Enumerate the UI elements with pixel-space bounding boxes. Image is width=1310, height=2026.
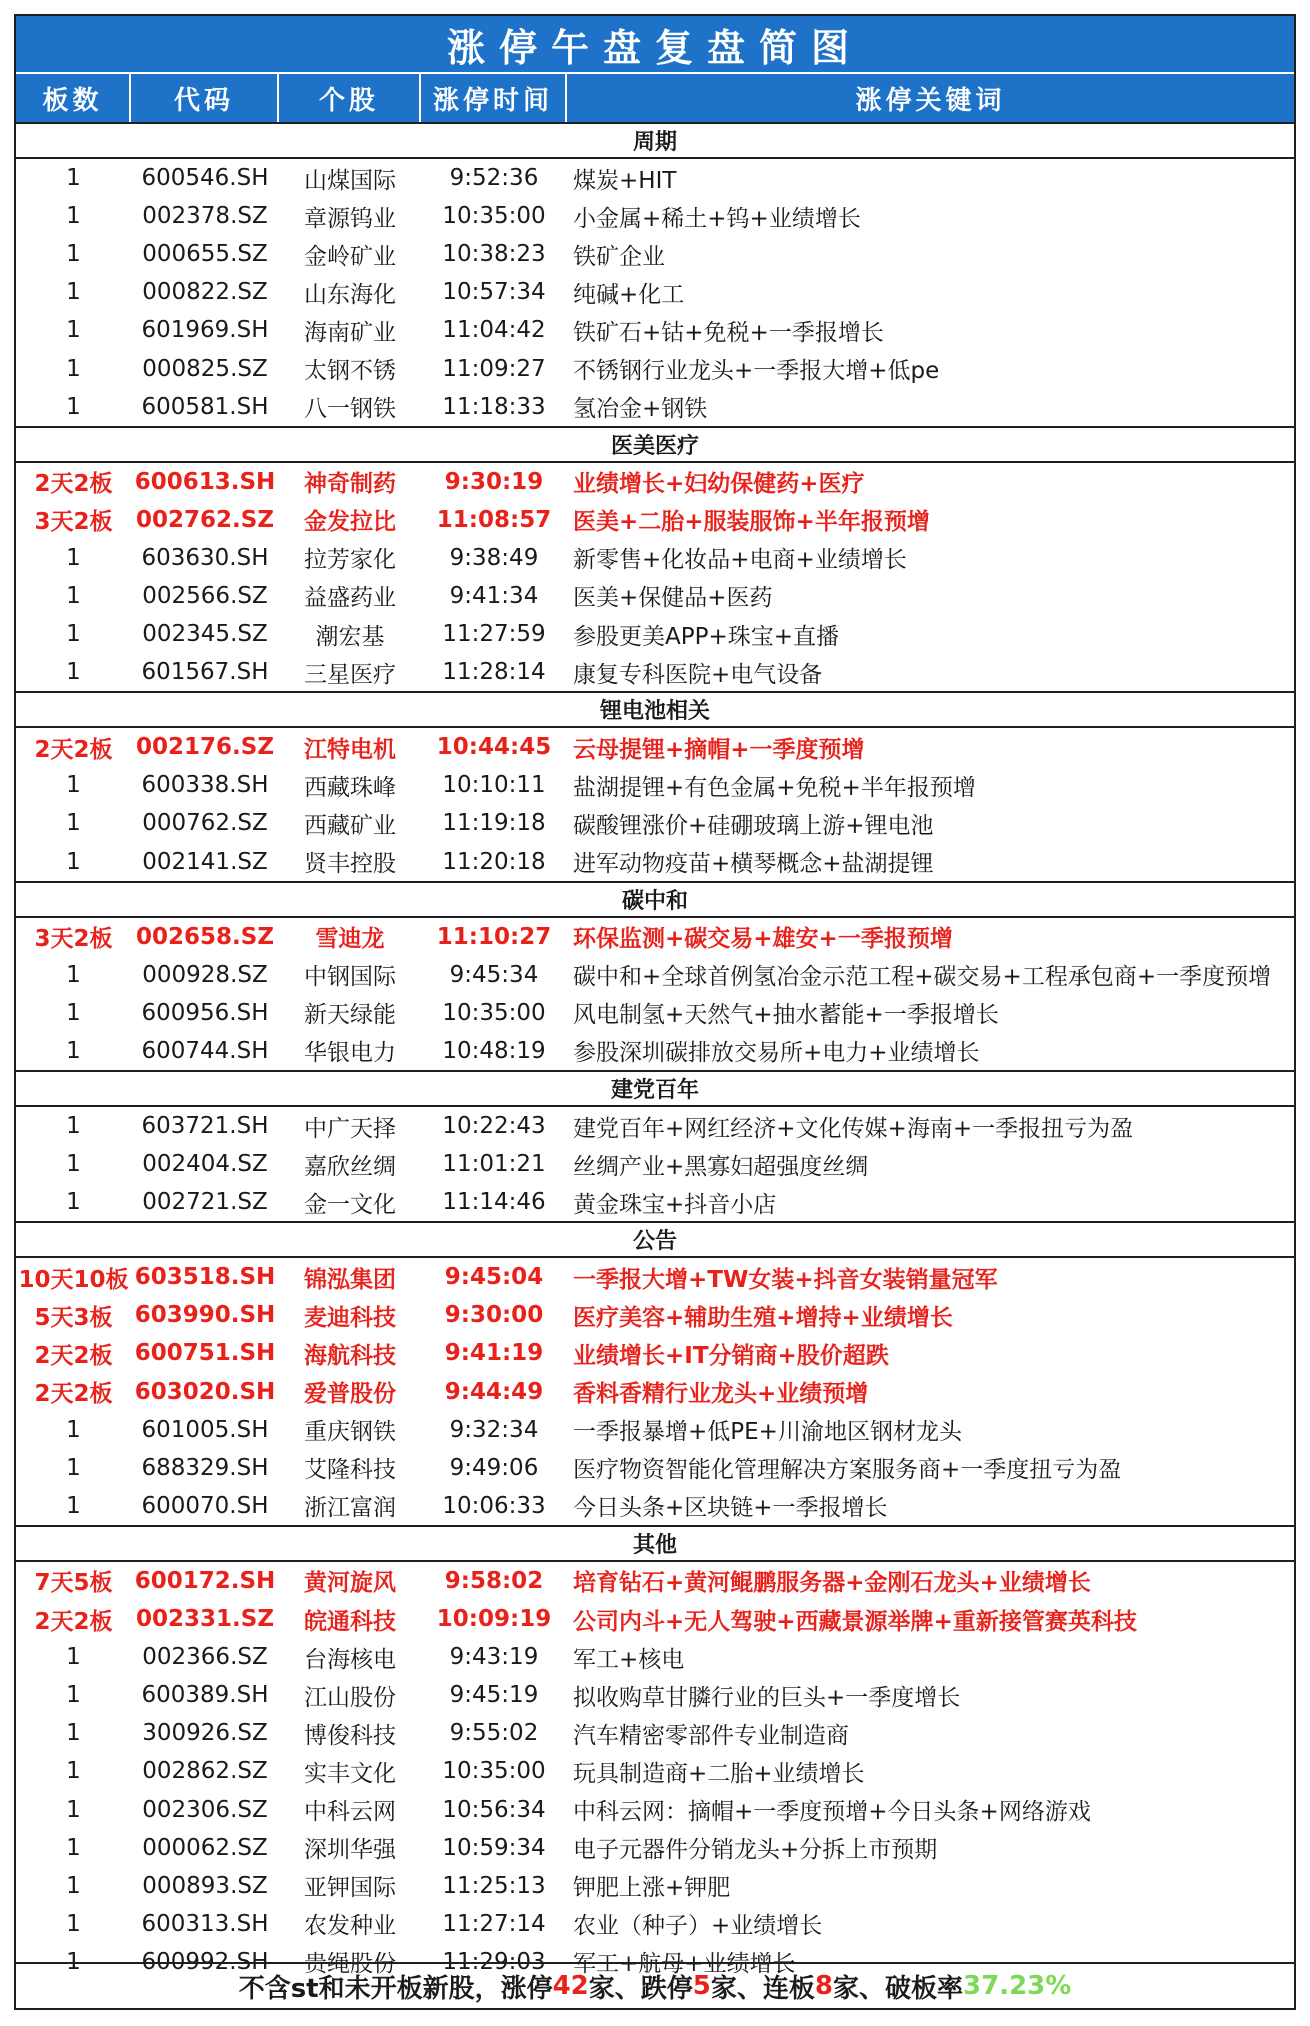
table-row — [16, 539, 1294, 577]
boards-cell: 1 — [66, 241, 81, 268]
keywords-cell: 纯碱+化工 — [573, 281, 685, 308]
code-cell: 603518.SH — [134, 1264, 276, 1291]
stock-name-cell: 中广天择 — [304, 1115, 396, 1142]
keywords-cell: 香料香精行业龙头+业绩预增 — [573, 1381, 869, 1408]
code-cell: 300926.SZ — [142, 1720, 268, 1747]
table-row — [16, 1562, 1294, 1600]
stock-name-cell: 贤丰控股 — [304, 851, 396, 878]
boards-cell: 1 — [66, 1113, 81, 1140]
stock-name-cell: 金岭矿业 — [304, 243, 396, 270]
stock-name-cell: 太钢不锈 — [304, 358, 396, 385]
code-cell: 600313.SH — [141, 1910, 269, 1937]
stock-name-cell: 中钢国际 — [304, 964, 396, 991]
keywords-cell: 农业（种子）+业绩增长 — [573, 1913, 823, 1940]
boards-cell: 1 — [66, 355, 81, 382]
code-cell: 603630.SH — [141, 544, 269, 571]
limit-up-time-cell: 9:41:34 — [449, 582, 539, 609]
keywords-cell: 碳酸锂涨价+硅硼玻璃上游+锂电池 — [573, 812, 934, 839]
boards-cell: 3天2板 — [34, 926, 113, 953]
section-header: 周期 — [16, 122, 1294, 159]
table-header — [16, 72, 1294, 122]
keywords-cell: 进军动物疫苗+横琴概念+盐湖提锂 — [573, 851, 934, 878]
limit-up-time-cell: 9:49:06 — [449, 1454, 539, 1481]
limit-up-time-cell: 10:44:45 — [436, 734, 552, 761]
table-row — [16, 1334, 1294, 1372]
keywords-cell: 丝绸产业+黑寡妇超强度丝绸 — [573, 1153, 869, 1180]
limit-up-time-cell: 9:41:19 — [444, 1340, 544, 1367]
keywords-cell: 中科云网：摘帽+一季度预增+今日头条+网络游戏 — [573, 1799, 1091, 1826]
boards-cell: 10天10板 — [18, 1266, 129, 1293]
header-stock: 个股 — [279, 74, 421, 122]
stock-name-cell: 八一钢铁 — [304, 396, 396, 423]
table-row — [16, 388, 1294, 426]
boards-cell: 1 — [66, 165, 81, 192]
table-row — [16, 843, 1294, 881]
stock-name-cell: 金发拉比 — [304, 509, 396, 536]
boards-cell: 1 — [66, 1910, 81, 1937]
boards-cell: 3天2板 — [34, 509, 113, 536]
stock-name-cell: 江特电机 — [304, 736, 396, 763]
boards-cell: 1 — [66, 1796, 81, 1823]
boards-cell: 2天2板 — [34, 1342, 113, 1369]
limit-up-time-cell: 11:27:14 — [442, 1910, 546, 1937]
table-row — [16, 1411, 1294, 1449]
table-row — [16, 918, 1294, 956]
limit-up-time-cell: 10:09:19 — [436, 1606, 552, 1633]
stock-name-cell: 实丰文化 — [304, 1760, 396, 1787]
table-row — [16, 728, 1294, 766]
stock-name-cell: 雪迪龙 — [315, 926, 385, 953]
code-cell: 603990.SH — [134, 1302, 276, 1329]
summary-text-3: 家、连板 — [710, 1973, 815, 2004]
limit-up-time-cell: 9:55:02 — [449, 1720, 539, 1747]
stock-name-cell: 西藏珠峰 — [304, 774, 396, 801]
keywords-cell: 电子元器件分销龙头+分拆上市预期 — [573, 1837, 938, 1864]
limit-up-time-cell: 9:58:02 — [444, 1567, 544, 1594]
limit-up-time-cell: 10:06:33 — [442, 1492, 546, 1519]
stock-name-cell: 台海核电 — [304, 1646, 396, 1673]
keywords-cell: 医疗美容+辅助生殖+增持+业绩增长 — [573, 1304, 953, 1331]
keywords-cell: 今日头条+区块链+一季报增长 — [573, 1495, 888, 1522]
boards-cell: 1 — [66, 1872, 81, 1899]
limit-up-time-cell: 10:22:43 — [442, 1113, 546, 1140]
table-row — [16, 1829, 1294, 1867]
boards-cell: 1 — [66, 1758, 81, 1785]
limit-up-time-cell: 9:38:49 — [449, 544, 539, 571]
keywords-cell: 不锈钢行业龙头+一季报大增+低pe — [573, 358, 940, 385]
keywords-cell: 建党百年+网红经济+文化传媒+海南+一季报扭亏为盈 — [573, 1115, 1134, 1142]
code-cell: 600956.SH — [141, 999, 269, 1026]
table-row — [16, 804, 1294, 842]
boards-cell: 1 — [66, 317, 81, 344]
keywords-cell: 玩具制造商+二胎+业绩增长 — [573, 1760, 865, 1787]
limit-up-time-cell: 11:08:57 — [436, 506, 552, 533]
summary-text-4: 家、破板率 — [833, 1973, 964, 2004]
table-row — [16, 1449, 1294, 1487]
limit-up-count: 42 — [552, 1971, 589, 2001]
boards-cell: 1 — [66, 810, 81, 837]
limit-up-time-cell: 11:19:18 — [442, 810, 546, 837]
code-cell: 002176.SZ — [136, 734, 274, 761]
boards-cell: 1 — [66, 961, 81, 988]
boards-cell: 1 — [66, 1151, 81, 1178]
limit-up-time-cell: 10:38:23 — [442, 241, 546, 268]
table-row — [16, 197, 1294, 235]
stock-name-cell: 嘉欣丝绸 — [304, 1153, 396, 1180]
stock-name-cell: 新天绿能 — [304, 1002, 396, 1029]
stock-name-cell: 爱普股份 — [304, 1381, 396, 1408]
stock-name-cell: 金一文化 — [304, 1191, 396, 1218]
boards-cell: 1 — [66, 999, 81, 1026]
boards-cell: 1 — [66, 393, 81, 420]
keywords-cell: 氢冶金+钢铁 — [573, 396, 708, 423]
table-row — [16, 956, 1294, 994]
keywords-cell: 公司内斗+无人驾驶+西藏景源举牌+重新接管赛英科技 — [573, 1608, 1137, 1635]
stock-name-cell: 海南矿业 — [304, 319, 396, 346]
limit-up-time-cell: 11:29:03 — [442, 1948, 546, 1975]
stock-name-cell: 浙江富润 — [304, 1495, 396, 1522]
header-code: 代码 — [131, 74, 279, 122]
boards-cell: 2天2板 — [34, 1381, 113, 1408]
break-rate: 37.23% — [963, 1971, 1072, 2001]
stock-name-cell: 章源钨业 — [304, 205, 396, 232]
code-cell: 002762.SZ — [136, 506, 274, 533]
section-header: 医美医疗 — [16, 426, 1294, 463]
limit-up-time-cell: 11:25:13 — [442, 1872, 546, 1899]
code-cell: 603020.SH — [134, 1378, 276, 1405]
keywords-cell: 军工+航母+业绩增长 — [573, 1951, 796, 1978]
table-row — [16, 994, 1294, 1032]
table-row — [16, 1638, 1294, 1676]
keywords-cell: 铁矿石+钴+免税+一季报增长 — [573, 319, 884, 346]
keywords-cell: 培育钻石+黄河鲲鹏服务器+金刚石龙头+业绩增长 — [573, 1570, 1091, 1597]
stock-name-cell: 博俊科技 — [304, 1722, 396, 1749]
limit-up-time-cell: 9:45:34 — [449, 961, 539, 988]
keywords-cell: 钾肥上涨+钾肥 — [573, 1875, 731, 1902]
limit-up-time-cell: 9:44:49 — [444, 1378, 544, 1405]
keywords-cell: 拟收购草甘膦行业的巨头+一季度增长 — [573, 1684, 961, 1711]
boards-cell: 1 — [66, 848, 81, 875]
table-row — [16, 653, 1294, 691]
boards-cell: 1 — [66, 1037, 81, 1064]
limit-up-time-cell: 9:43:19 — [449, 1644, 539, 1671]
table-row — [16, 311, 1294, 349]
code-cell: 000062.SZ — [142, 1834, 268, 1861]
table-row — [16, 577, 1294, 615]
keywords-cell: 云母提锂+摘帽+一季度预增 — [573, 736, 865, 763]
table-body — [16, 122, 1294, 1981]
code-cell: 002345.SZ — [142, 621, 268, 648]
code-cell: 002721.SZ — [142, 1189, 268, 1216]
boards-cell: 1 — [66, 279, 81, 306]
limit-up-time-cell: 10:35:00 — [442, 1758, 546, 1785]
code-cell: 000762.SZ — [142, 810, 268, 837]
limit-up-time-cell: 9:45:19 — [449, 1682, 539, 1709]
table-row — [16, 1752, 1294, 1790]
summary-text-2: 家、跌停 — [588, 1973, 693, 2004]
boards-cell: 1 — [66, 621, 81, 648]
keywords-cell: 医美+保健品+医药 — [573, 585, 773, 612]
table-row — [16, 1600, 1294, 1638]
code-cell: 600172.SH — [134, 1567, 276, 1594]
keywords-cell: 一季报暴增+低PE+川渝地区钢材龙头 — [573, 1419, 962, 1446]
limit-up-time-cell: 9:30:00 — [444, 1302, 544, 1329]
stock-name-cell: 锦泓集团 — [304, 1266, 396, 1293]
limit-up-time-cell: 11:09:27 — [442, 355, 546, 382]
header-time: 涨停时间 — [421, 74, 567, 122]
code-cell: 600992.SH — [141, 1948, 269, 1975]
table-row — [16, 1032, 1294, 1070]
code-cell: 002366.SZ — [142, 1644, 268, 1671]
table-row — [16, 1258, 1294, 1296]
limit-up-time-cell: 10:59:34 — [442, 1834, 546, 1861]
code-cell: 002306.SZ — [142, 1796, 268, 1823]
boards-cell: 7天5板 — [34, 1570, 113, 1597]
keywords-cell: 汽车精密零部件专业制造商 — [573, 1722, 849, 1749]
keywords-cell: 参股更美APP+珠宝+直播 — [573, 623, 840, 650]
table-row — [16, 349, 1294, 387]
keywords-cell: 业绩增长+IT分销商+股价超跌 — [573, 1342, 889, 1369]
code-cell: 002378.SZ — [142, 203, 268, 230]
limit-up-time-cell: 9:32:34 — [449, 1416, 539, 1443]
boards-cell: 1 — [66, 1682, 81, 1709]
code-cell: 000825.SZ — [142, 355, 268, 382]
code-cell: 600581.SH — [141, 393, 269, 420]
boards-cell: 1 — [66, 1492, 81, 1519]
table-row — [16, 501, 1294, 539]
header-keywords: 涨停关键词 — [855, 85, 1006, 116]
code-cell: 601969.SH — [141, 317, 269, 344]
boards-cell: 2天2板 — [34, 1608, 113, 1635]
keywords-cell: 风电制氢+天然气+抽水蓄能+一季报增长 — [573, 1002, 999, 1029]
code-cell: 000655.SZ — [142, 241, 268, 268]
table-row — [16, 766, 1294, 804]
code-cell: 002141.SZ — [142, 848, 268, 875]
limit-up-time-cell: 10:10:11 — [442, 772, 546, 799]
code-cell: 002658.SZ — [136, 923, 274, 950]
table-row — [16, 615, 1294, 653]
boards-cell: 1 — [66, 659, 81, 686]
stock-name-cell: 江山股份 — [304, 1684, 396, 1711]
limit-up-time-cell: 11:01:21 — [442, 1151, 546, 1178]
boards-cell: 1 — [66, 582, 81, 609]
table-row — [16, 1296, 1294, 1334]
summary-footer — [16, 1962, 1294, 2008]
table-row — [16, 273, 1294, 311]
table-row — [16, 235, 1294, 273]
limit-up-time-cell: 11:28:14 — [442, 659, 546, 686]
keywords-cell: 小金属+稀土+钨+业绩增长 — [573, 205, 861, 232]
code-cell: 601005.SH — [141, 1416, 269, 1443]
code-cell: 000928.SZ — [142, 961, 268, 988]
limit-down-count: 5 — [692, 1971, 711, 2001]
code-cell: 002566.SZ — [142, 582, 268, 609]
keywords-cell: 新零售+化妆品+电商+业绩增长 — [573, 547, 907, 574]
stock-name-cell: 三星医疗 — [304, 661, 396, 688]
section-header: 碳中和 — [16, 881, 1294, 918]
code-cell: 600751.SH — [134, 1340, 276, 1367]
boards-cell: 1 — [66, 1644, 81, 1671]
keywords-cell: 参股深圳碳排放交易所+电力+业绩增长 — [573, 1040, 980, 1067]
table-row — [16, 1487, 1294, 1525]
stock-name-cell: 中科云网 — [304, 1799, 396, 1826]
keywords-cell: 黄金珠宝+抖音小店 — [573, 1191, 777, 1218]
stock-name-cell: 神奇制药 — [304, 471, 396, 498]
stock-name-cell: 黄河旋风 — [304, 1570, 396, 1597]
boards-cell: 2天2板 — [34, 736, 113, 763]
stock-name-cell: 拉芳家化 — [304, 547, 396, 574]
stock-name-cell: 艾隆科技 — [304, 1457, 396, 1484]
boards-cell: 1 — [66, 1720, 81, 1747]
stock-name-cell: 潮宏基 — [315, 623, 385, 650]
keywords-cell: 一季报大增+TW女装+抖音女装销量冠军 — [573, 1266, 998, 1293]
table-row — [16, 1145, 1294, 1183]
stock-name-cell: 深圳华强 — [304, 1837, 396, 1864]
boards-cell: 5天3板 — [34, 1304, 113, 1331]
stock-name-cell: 亚钾国际 — [304, 1875, 396, 1902]
table-row — [16, 1676, 1294, 1714]
stock-name-cell: 海航科技 — [304, 1342, 396, 1369]
limit-up-time-cell: 10:56:34 — [442, 1796, 546, 1823]
boards-cell: 1 — [66, 1189, 81, 1216]
boards-cell: 1 — [66, 544, 81, 571]
boards-cell: 1 — [66, 1948, 81, 1975]
limit-up-time-cell: 11:10:27 — [436, 923, 552, 950]
keywords-cell: 铁矿企业 — [573, 243, 665, 270]
stock-name-cell: 华银电力 — [304, 1040, 396, 1067]
limit-up-time-cell: 10:57:34 — [442, 279, 546, 306]
limit-up-time-cell: 11:14:46 — [442, 1189, 546, 1216]
limit-up-time-cell: 10:48:19 — [442, 1037, 546, 1064]
header-boards: 板数 — [16, 74, 131, 122]
limit-up-time-cell: 11:18:33 — [442, 393, 546, 420]
code-cell: 600613.SH — [134, 468, 276, 495]
code-cell: 002331.SZ — [136, 1606, 274, 1633]
limit-up-time-cell: 9:45:04 — [444, 1264, 544, 1291]
limit-up-time-cell: 11:20:18 — [442, 848, 546, 875]
boards-cell: 1 — [66, 1454, 81, 1481]
table-row — [16, 1107, 1294, 1145]
code-cell: 600389.SH — [141, 1682, 269, 1709]
code-cell: 603721.SH — [141, 1113, 269, 1140]
stock-name-cell: 农发种业 — [304, 1913, 396, 1940]
stock-name-cell: 山东海化 — [304, 281, 396, 308]
consecutive-count: 8 — [814, 1971, 833, 2001]
keywords-cell: 碳中和+全球首例氢冶金示范工程+碳交易+工程承包商+一季度预增 — [573, 964, 1272, 991]
code-cell: 600338.SH — [141, 772, 269, 799]
keywords-cell: 煤炭+HIT — [573, 167, 677, 194]
keywords-cell: 业绩增长+妇幼保健药+医疗 — [573, 471, 865, 498]
keywords-cell: 盐湖提锂+有色金属+免税+半年报预增 — [573, 774, 976, 801]
limit-up-time-cell: 10:35:00 — [442, 203, 546, 230]
limit-up-time-cell: 9:30:19 — [444, 468, 544, 495]
stock-name-cell: 益盛药业 — [304, 585, 396, 612]
table-row — [16, 159, 1294, 197]
boards-cell: 1 — [66, 772, 81, 799]
table-row — [16, 1714, 1294, 1752]
code-cell: 601567.SH — [141, 659, 269, 686]
limit-up-time-cell: 10:35:00 — [442, 999, 546, 1026]
summary-prefix: 不含st和未开板新股，涨停 — [238, 1973, 553, 2004]
stock-name-cell: 山煤国际 — [304, 167, 396, 194]
limit-up-time-cell: 9:52:36 — [449, 165, 539, 192]
boards-cell: 1 — [66, 203, 81, 230]
boards-cell: 1 — [66, 1416, 81, 1443]
table-row — [16, 1373, 1294, 1411]
stock-name-cell: 麦迪科技 — [304, 1304, 396, 1331]
table-row — [16, 463, 1294, 501]
keywords-cell: 军工+核电 — [573, 1646, 685, 1673]
keywords-cell: 医美+二胎+服装服饰+半年报预增 — [573, 509, 930, 536]
boards-cell: 2天2板 — [34, 471, 113, 498]
boards-cell: 1 — [66, 1834, 81, 1861]
table-row — [16, 1183, 1294, 1221]
section-header: 公告 — [16, 1221, 1294, 1258]
code-cell: 002404.SZ — [142, 1151, 268, 1178]
code-cell: 000893.SZ — [142, 1872, 268, 1899]
limit-up-time-cell: 11:04:42 — [442, 317, 546, 344]
page-title: 涨停午盘复盘简图 — [16, 16, 1294, 72]
keywords-cell: 康复专科医院+电气设备 — [573, 661, 823, 688]
stock-name-cell: 贵绳股份 — [304, 1951, 396, 1978]
stock-name-cell: 皖通科技 — [304, 1608, 396, 1635]
limit-up-time-cell: 11:27:59 — [442, 621, 546, 648]
keywords-cell: 医疗物资智能化管理解决方案服务商+一季度扭亏为盈 — [573, 1457, 1122, 1484]
table-row — [16, 1867, 1294, 1905]
code-cell: 600546.SH — [141, 165, 269, 192]
code-cell: 002862.SZ — [142, 1758, 268, 1785]
table-row — [16, 1790, 1294, 1828]
section-header: 建党百年 — [16, 1070, 1294, 1107]
review-sheet — [14, 14, 1296, 2010]
section-header: 锂电池相关 — [16, 691, 1294, 728]
table-row — [16, 1905, 1294, 1943]
section-header: 其他 — [16, 1525, 1294, 1562]
stock-name-cell: 西藏矿业 — [304, 812, 396, 839]
stock-name-cell: 重庆钢铁 — [304, 1419, 396, 1446]
code-cell: 600070.SH — [141, 1492, 269, 1519]
code-cell: 688329.SH — [141, 1454, 269, 1481]
keywords-cell: 环保监测+碳交易+雄安+一季报预增 — [573, 926, 953, 953]
code-cell: 600744.SH — [141, 1037, 269, 1064]
code-cell: 000822.SZ — [142, 279, 268, 306]
